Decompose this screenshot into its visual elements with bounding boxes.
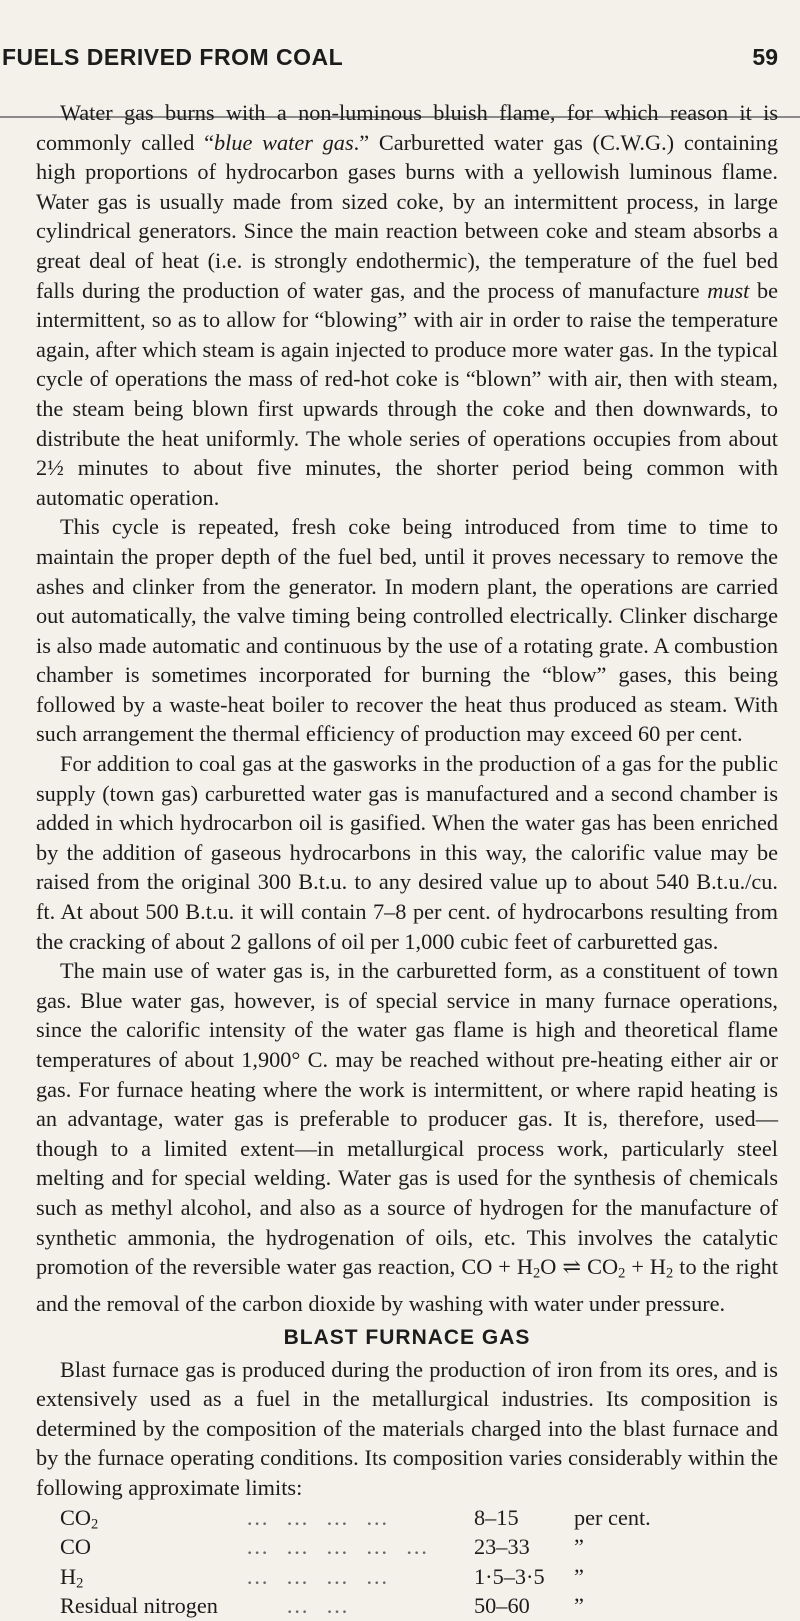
component-value: 50–60 xyxy=(474,1593,530,1619)
paragraph-group xyxy=(36,98,778,1319)
running-title: FUELS DERIVED FROM COAL xyxy=(2,44,344,70)
component-formula: H xyxy=(60,1563,77,1589)
text-run: Water gas burns with a non-luminous bluish flame, for which reason it is commonly called “ xyxy=(36,100,778,155)
component-value: 1·5–3·5 xyxy=(474,1563,545,1589)
paragraph xyxy=(36,512,778,749)
composition-row xyxy=(36,1562,778,1592)
component-value: 23–33 xyxy=(474,1534,530,1560)
component-value: 8–15 xyxy=(474,1504,519,1530)
leader-dots: … … … … … xyxy=(246,1534,434,1560)
text-run: + H xyxy=(625,1254,667,1280)
text-run: 2 xyxy=(533,1265,541,1282)
text-run: This cycle is repeated, fresh coke being introduced from time to time to maintain the proper depth of the fuel bed, until it proves necessary to remove the ashes and clinker from the generator. In modern plant, the operations are carried out automatically, the valve timing being controlled electrically. Clinker discharge is also made automatic and continuous by the use of a rotating grate. A combustion chamber is sometimes incorporated for burning the “blow” gases, this being followed by a waste-heat boiler to recover the heat thus produced as steam. With such arrangement the thermal efficiency of production may exceed 60 per cent. xyxy=(36,514,778,747)
text-run: The main use of water gas is, in the carburetted form, as a constituent of town gas. Blue water gas, however, is of special service in many furnace operations, since the calorific intensity of the water gas flame is high and theoretical flame temperatures of about 1,900° C. may be reached without pre-heating either air or gas. For furnace heating where the work is intermittent, or where rapid heating is an advantage, water gas is preferable to producer gas. It is, therefore, used—though to a limited extent—in metallurgical process work, particularly steel melting and for special welding. Water gas is used for the synthesis of chemicals such as methyl alcohol, and also as a source of hydrogen for the manufacture of synthetic ammonia, the hydrogenation of oils, etc. This involves the catalytic promotion of the reversible water gas reaction, CO + H xyxy=(36,958,778,1280)
text-run: to the right and the removal of the carbon dioxide by washing with water under pressure. xyxy=(36,1254,779,1317)
page-header xyxy=(0,44,800,84)
paragraph xyxy=(36,749,778,956)
component-unit: ” xyxy=(574,1563,584,1589)
text-run: .” Carburetted water gas (C.W.G.) containing high proportions of hydrocarbon gases burns with a yellowish luminous flame. Water gas is usually made from sized coke, by an intermittent process, in large cylindrical generators. Since the main reaction between coke and steam absorbs a great deal of heat (i.e. is strongly endothermic), the temperature of the fuel bed falls during the production of water gas, and the process of manufacture xyxy=(36,129,778,303)
component-formula: CO xyxy=(60,1504,91,1530)
leader-dots: … … … … xyxy=(246,1504,394,1530)
page-number: 59 xyxy=(752,44,778,70)
section-paragraph: Blast furnace gas is produced during the production of iron from its ores, and is extensively used as a fuel in the metallurgical industries. Its composition is determined by the composition of the materials charged into the blast furnace and by the furnace operating conditions. Its composition varies considerably within the following approximate limits: xyxy=(36,1356,778,1500)
text-run: must xyxy=(707,277,750,303)
text-run: For addition to coal gas at the gasworks in the production of a gas for the public supply (town gas) carburetted water gas is manufactured and a second chamber is added in which hydrocarbon oil is gasified. When the water gas has been enriched by the addition of gaseous hydrocarbons in this way, the calorific value may be raised from the original 300 B.t.u. to any desired value up to about 540 B.t.u./cu. ft. At about 500 B.t.u. it will contain 7–8 per cent. of hydrocarbons resulting from the cracking of about 2 gallons of oil per 1,000 cubic feet of carburetted gas. xyxy=(36,751,778,954)
component-name xyxy=(60,1532,91,1562)
text-run: 2 xyxy=(666,1265,674,1282)
component-subscript: 2 xyxy=(90,1516,99,1533)
paragraph xyxy=(36,98,778,512)
component-unit: ” xyxy=(574,1534,584,1560)
component-formula: Residual nitrogen xyxy=(60,1593,218,1619)
component-unit: per cent. xyxy=(574,1504,651,1530)
composition-row xyxy=(36,1503,778,1533)
text-run: O ⇌ CO xyxy=(540,1254,619,1280)
leader-dots: … … xyxy=(286,1593,355,1619)
text-run: be intermittent, so as to allow for “blowing” with air in order to raise the temperature again, after which steam is again injected to produce more water gas. In the typical cycle of operations the mass of red-hot coke is “blown” with air, then with steam, the steam being blown first upwards through the coke and then downwards, to distribute the heat uniformly. The whole series of operations occupies from about 2½ minutes to about five minutes, the shorter period being common with automatic operation. xyxy=(36,277,778,510)
component-subscript: 2 xyxy=(76,1575,84,1592)
text-run: 2 xyxy=(618,1265,626,1282)
leader-dots: … … … … xyxy=(246,1563,394,1589)
section-heading: BLAST FURNACE GAS xyxy=(283,1325,531,1349)
paragraph xyxy=(36,956,778,1319)
composition-row xyxy=(36,1532,778,1562)
component-unit: ” xyxy=(574,1593,584,1619)
composition-table xyxy=(36,1503,778,1621)
text-run: blue water gas xyxy=(213,129,354,155)
composition-row xyxy=(36,1591,778,1621)
body-text xyxy=(36,98,778,1621)
component-formula: CO xyxy=(60,1534,91,1560)
component-name xyxy=(60,1591,218,1621)
